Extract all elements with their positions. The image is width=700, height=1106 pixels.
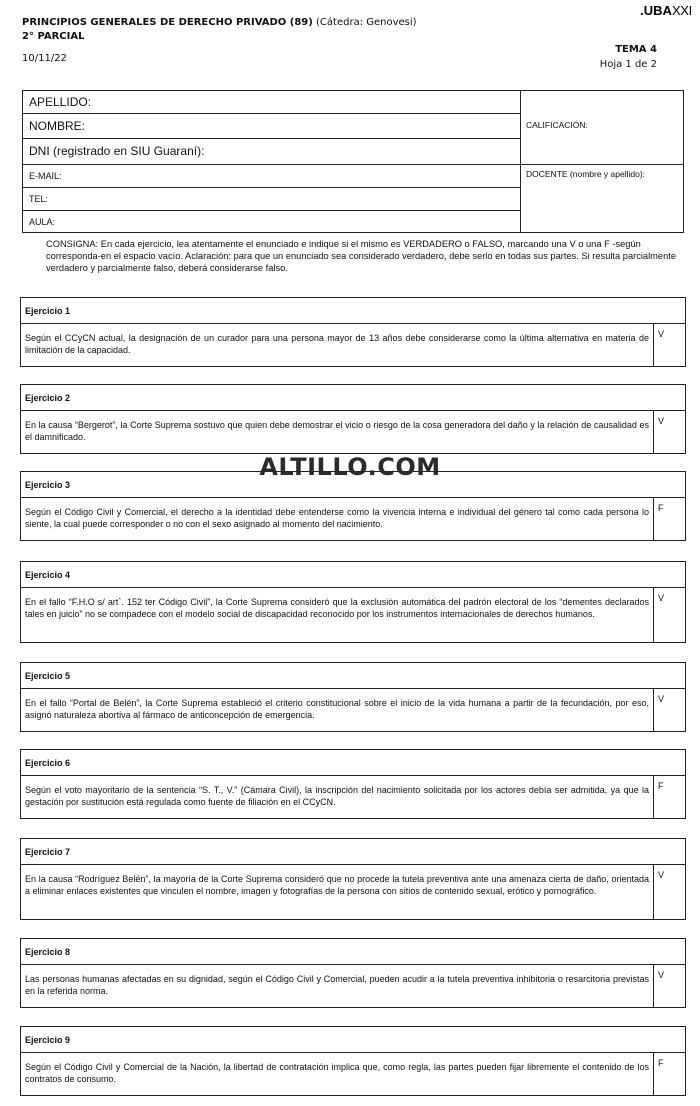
answer-cell[interactable]: F xyxy=(653,498,685,540)
answer-cell[interactable]: F xyxy=(653,1053,685,1095)
exercise-box xyxy=(20,1026,686,1096)
page-indicator: Hoja 1 de 2 xyxy=(599,59,657,70)
exercise-text: Según el Código Civil y Comercial de la Nación, la libertad de contratación implica que, como regla, las partes pueden fijar libremente el contenido de los contratos de consumo. xyxy=(25,1062,649,1084)
docente-field[interactable]: DOCENTE (nombre y apellido): xyxy=(526,169,646,179)
nombre-field[interactable]: NOMBRE: xyxy=(23,114,521,139)
exercise-text: Según el CCyCN actual, la designación de un curador para una persona mayor de 13 años debe considerarse como la última alternativa en materia de limitación de la capacidad. xyxy=(25,333,649,355)
course-title: PRINCIPIOS GENERALES DE DERECHO PRIVADO (89) (Cátedra: Genovesi) xyxy=(22,17,417,28)
exercise-title: Ejercicio 5 xyxy=(21,663,685,689)
apellido-field[interactable]: APELLIDO: xyxy=(23,91,521,114)
exercise-title: Ejercicio 8 xyxy=(21,939,685,965)
exercise-box xyxy=(20,662,686,732)
exercise-box xyxy=(20,471,686,541)
answer-cell[interactable]: V xyxy=(653,965,685,1007)
exercise-text: En el fallo “F.H.O s/ art`. 152 ter Código Civil”, la Corte Suprema consideró que la exclusión automática del padrón electoral de los “dementes declarados tales en juicio” no se compadece con el modelo social de discapacidad reconocido por los instrumentos internacionales de derechos humanos. xyxy=(25,597,649,619)
answer-cell[interactable]: V xyxy=(653,324,685,366)
exercise-title: Ejercicio 4 xyxy=(21,562,685,588)
exercise-text: En la causa “Rodríguez Belén”, la mayoría de la Corte Suprema consideró que no procede la tutela preventiva ante una amenaza cierta de daño, orientada a eliminar enlaces existentes que vinculen el nombre, imagen y fotografías de la persona con sitios de contenido sexual, erótico y pornográfico. xyxy=(25,874,649,896)
exercise-box xyxy=(20,838,686,920)
exercise-title: Ejercicio 7 xyxy=(21,839,685,865)
tel-field[interactable]: TEL: xyxy=(23,188,521,211)
exercise-text: En el fallo “Portal de Belén”, la Corte Suprema estableció el criterio constitucional sobre el inicio de la vida humana a partir de la fecundación, por eso, asignó naturaleza abortiva al fármaco de anticoncepción de emergencia. xyxy=(25,698,649,720)
exercise-title: Ejercicio 2 xyxy=(21,385,685,411)
dni-field[interactable]: DNI (registrado en SIU Guaraní): xyxy=(23,139,521,165)
email-field[interactable]: E-MAIL: xyxy=(23,165,521,188)
exercise-box xyxy=(20,749,686,819)
exercise-box xyxy=(20,938,686,1008)
exercise-text: Según el voto mayoritario de la sentencia “S. T., V.” (Cámara Civil), la inscripción del nacimiento solicitada por los actores debía ser admitida, ya que la gestación por sustitución está regulada como fuente de filiación en el CCyCN. xyxy=(25,785,649,807)
altillo-watermark: ALTILLO.COM xyxy=(259,453,441,481)
exercise-text: Según el Código Civil y Comercial, el derecho a la identidad debe entenderse como la vivencia interna e individual del género tal como cada persona lo siente, la cual puede corresponder o no con el sexo asignado al momento del nacimiento. xyxy=(25,507,649,529)
exercise-text: Las personas humanas afectadas en su dignidad, según el Código Civil y Comercial, pueden acudir a la tutela preventiva inhibitoria o resarcitoria previstas en la referida norma. xyxy=(25,974,649,996)
student-info-box xyxy=(22,90,684,233)
answer-cell[interactable]: V xyxy=(653,689,685,731)
uba-xxi-logo: .UBAXXI xyxy=(640,3,692,18)
exercise-text: En la causa “Bergerot”, la Corte Suprema sostuvo que quien debe demostrar el vicio o riesgo de la cosa generadora del daño y la relación de causalidad es el damnificado. xyxy=(25,420,649,442)
aula-field[interactable]: AULA: xyxy=(29,217,56,227)
exam-type: 2° PARCIAL xyxy=(22,31,85,42)
exercise-box xyxy=(20,297,686,367)
calificacion-field[interactable]: CALIFICACIÓN: xyxy=(521,91,683,165)
instructions-text: CONSIGNA: En cada ejercicio, lea atentamente el enunciado e indique si el mismo es VERDADERO o FALSO, marcando una V o una F -según corresponda-en el espacio vacío. Aclaración: para que un enunciado sea considerado verdadero, debe serlo en todas sus partes. Si resulta parcialmente verdadero y parcialmente falso, deberá considerarse falso. xyxy=(46,239,676,273)
answer-cell[interactable]: V xyxy=(653,588,685,642)
exercise-title: Ejercicio 6 xyxy=(21,750,685,776)
answer-cell[interactable]: V xyxy=(653,865,685,919)
exam-date: 10/11/22 xyxy=(22,53,67,64)
exercise-box xyxy=(20,384,686,454)
exam-theme: TEMA 4 xyxy=(615,44,657,55)
exercise-box xyxy=(20,561,686,643)
exercise-title: Ejercicio 3 xyxy=(21,472,685,498)
exercise-title: Ejercicio 9 xyxy=(21,1027,685,1053)
exercise-title: Ejercicio 1 xyxy=(21,298,685,324)
answer-cell[interactable]: F xyxy=(653,776,685,818)
answer-cell[interactable]: V xyxy=(653,411,685,453)
